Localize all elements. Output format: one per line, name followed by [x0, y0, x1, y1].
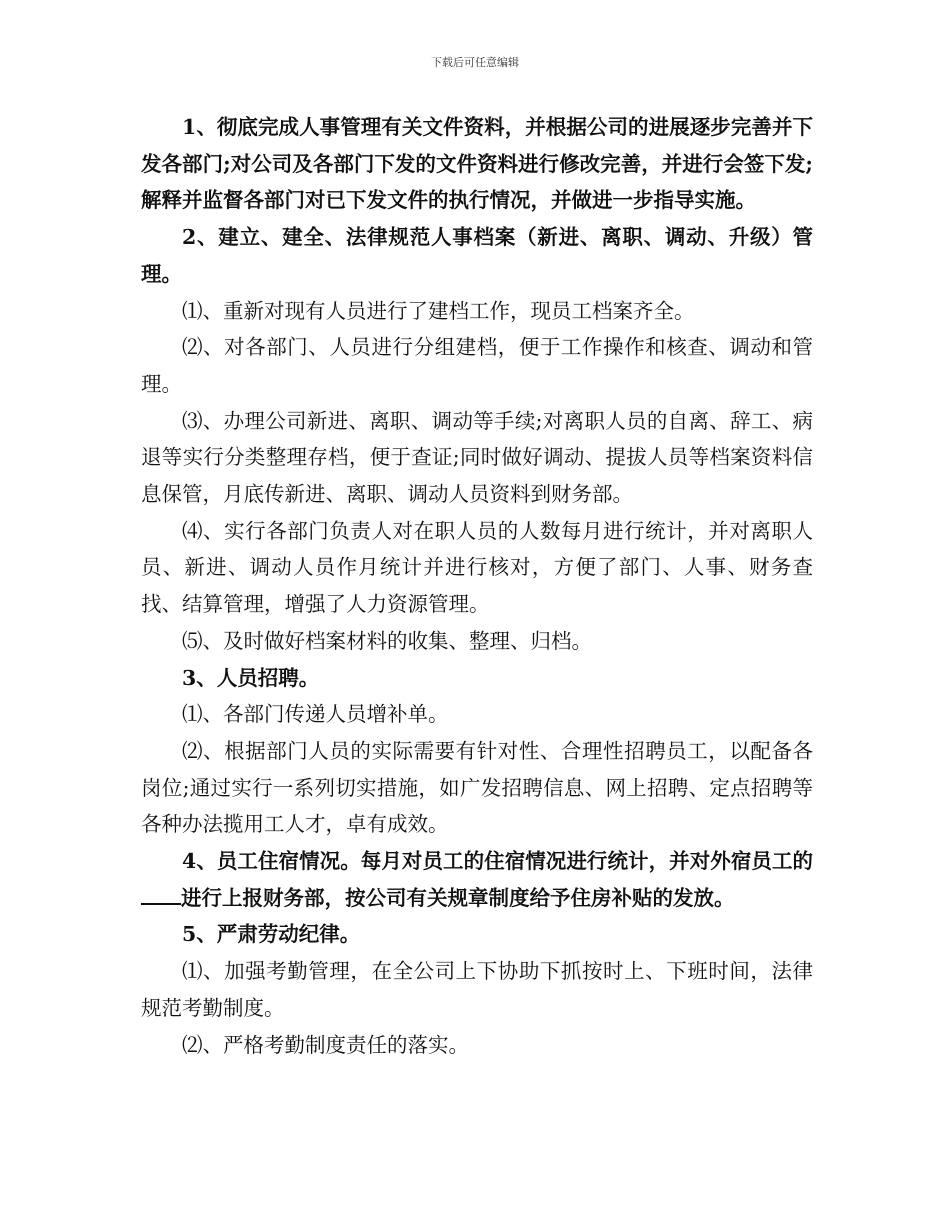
section-3-item-2: ⑵、根据部门人员的实际需要有针对性、合理性招聘员工，以配备各岗位;通过实行一系列切实措施，如广发招聘信息、网上招聘、定点招聘等各种办法揽用工人才，卓有成效。	[141, 738, 813, 837]
page-header: 下载后可任意编辑	[431, 56, 519, 69]
section-5-item-2: ⑵、严格考勤制度责任的落实。	[182, 1032, 469, 1057]
document-body	[141, 109, 813, 1063]
section-3-item-1: ⑴、各部门传递人员增补单。	[182, 702, 449, 727]
section-2-item-5: ⑸、及时做好档案材料的收集、整理、归档。	[182, 628, 592, 653]
section-2-heading: 2、建立、建全、法律规范人事档案（新进、离职、调动、升级）管理。	[141, 225, 813, 286]
fill-in-blank	[141, 885, 181, 905]
section-3-heading: 3、人员招聘。	[182, 665, 320, 690]
section-4-text-part-2: 进行上报财务部，按公司有关规章制度给予住房补贴的发放。	[181, 885, 735, 910]
section-2-item-3: ⑶、办理公司新进、离职、调动等手续;对离职人员的自离、辞工、病退等实行分类整理存档，便于查证;同时做好调动、提拔人员等档案资料信息保管，月底传新进、离职、调动人员资料到财务部。	[141, 408, 813, 507]
section-2-item-2: ⑵、对各部门、人员进行分组建档，便于工作操作和核查、调动和管理。	[141, 335, 813, 396]
section-2-item-4: ⑷、实行各部门负责人对在职人员的人数每月进行统计，并对离职人员、新进、调动人员作月统计并进行核对，方便了部门、人事、财务查找、结算管理，增强了人力资源管理。	[141, 518, 813, 617]
section-1-paragraph: 1、彻底完成人事管理有关文件资料，并根据公司的进展逐步完善并下发各部门;对公司及各部门下发的文件资料进行修改完善，并进行会签下发;解释并监督各部门对已下发文件的执行情况，并做进一步指导实施。	[141, 115, 813, 213]
section-5-heading: 5、严肃劳动纪律。	[182, 922, 361, 947]
section-4-paragraph	[141, 843, 813, 916]
section-5-item-1: ⑴、加强考勤管理，在全公司上下协助下抓按时上、下班时间，法律规范考勤制度。	[141, 959, 813, 1020]
section-4-text-part-1: 4、员工住宿情况。每月对员工的住宿情况进行统计，并对外宿员工的	[182, 849, 813, 874]
section-2-item-1: ⑴、重新对现有人员进行了建档工作，现员工档案齐全。	[182, 298, 695, 323]
